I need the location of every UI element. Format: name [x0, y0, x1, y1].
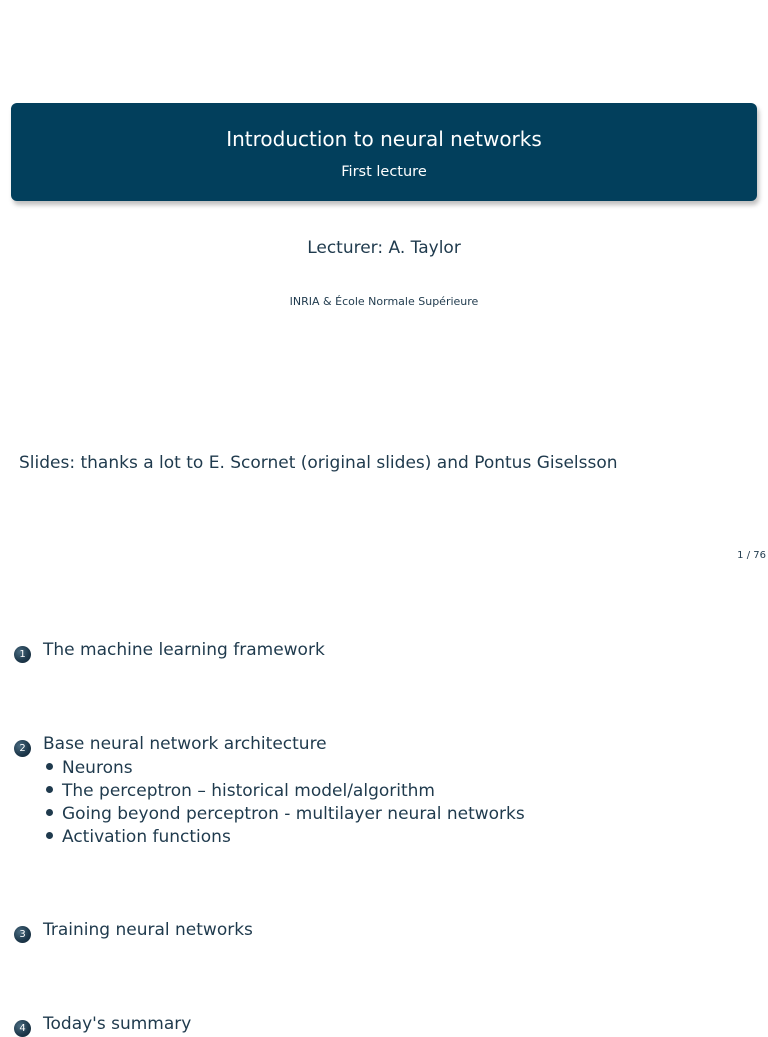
bullet-icon [46, 786, 53, 793]
bullet-icon [46, 832, 53, 839]
section-title-3: Training neural networks [43, 920, 253, 940]
subsection-item[interactable]: Activation functions [46, 826, 525, 849]
section-title-2: Base neural network architecture [43, 734, 327, 754]
slide-credits: Slides: thanks a lot to E. Scornet (original slides) and Pontus Giselsson [19, 453, 618, 473]
bullet-icon [46, 763, 53, 770]
outline-section-4[interactable] [14, 1014, 191, 1037]
presentation-subtitle: First lecture [341, 164, 427, 180]
section-number-1: 1 [14, 646, 31, 663]
affiliation: INRIA & École Normale Supérieure [289, 295, 479, 308]
title-box [11, 103, 757, 201]
subsection-item[interactable]: The perceptron – historical model/algorithm [46, 780, 525, 803]
lecturer: Lecturer: A. Taylor [307, 238, 461, 258]
section-number-2: 2 [14, 740, 31, 757]
section-title-1: The machine learning framework [43, 640, 325, 660]
outline-section-1[interactable] [14, 640, 325, 663]
outline-section-3[interactable] [14, 920, 253, 943]
bullet-icon [46, 809, 53, 816]
presentation-title: Introduction to neural networks [226, 127, 542, 151]
page-number: 1 / 76 [737, 550, 766, 561]
section-title-4: Today's summary [43, 1014, 192, 1034]
outline-slide [0, 576, 768, 1034]
section-number-4: 4 [14, 1020, 31, 1037]
section-number-3: 3 [14, 926, 31, 943]
section-2-subsections [46, 757, 525, 849]
subsection-item[interactable]: Going beyond perceptron - multilayer neural networks [46, 803, 525, 826]
subsection-item[interactable]: Neurons [46, 757, 525, 780]
outline-section-2[interactable] [14, 734, 327, 757]
